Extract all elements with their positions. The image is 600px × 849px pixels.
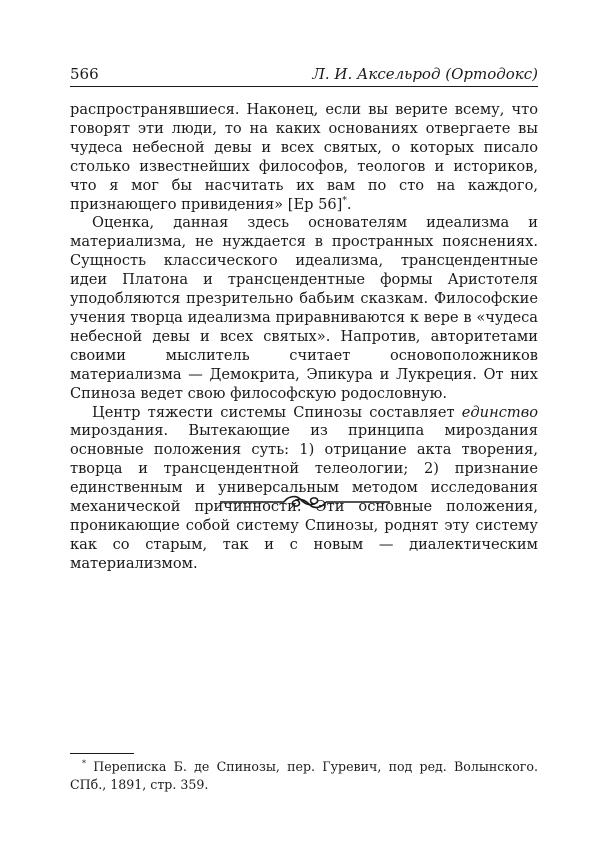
scroll-ornament-icon: [220, 492, 390, 512]
paragraph-3-start: Центр тяжести системы Спинозы составляет: [92, 403, 462, 421]
footnote-mark: *: [82, 758, 86, 768]
paragraph-2: Оценка, данная здесь основателям идеализма и материализма, не нуждается в пространных пояснениях. Сущность классического идеализма, трансцендентные идеи Платона и трансцендентные формы Аристотеля уподобляются презрительно бабьим сказкам. Философские учения творца идеализма приравниваются к вере в «чудеса небесной девы и всех святых». Напротив, авторитетами своими мыслитель считает основоположников материализма — Демокрита, Эпикура и Лукреция. От них Спиноза ведет свою философскую родословную.: [70, 214, 538, 402]
paragraph-1-text: распространявшиеся. Наконец, если вы верите всему, что говорят эти люди, то на каких основаниях отвергаете вы чудеса небесной девы и всех святых, о которых писало столько известнейших философов, теологов и историков, что я мог бы насчитать их вам по сто на каждого, признающего привидения» [Ep 56]: [70, 101, 538, 213]
footnote-reference[interactable]: *: [342, 195, 347, 206]
paragraph-3: [70, 404, 538, 574]
paragraph-1-end: .: [346, 195, 352, 213]
page-number: 566: [70, 65, 99, 83]
footnote-divider: [70, 753, 134, 754]
footnote: [70, 758, 538, 794]
running-title: Л. И. Аксельрод (Ортодокс): [312, 65, 538, 83]
footnote-text-line: [70, 758, 538, 794]
running-header: [70, 64, 538, 87]
emphasis-word: единство: [461, 403, 538, 421]
book-page: [70, 64, 538, 804]
footnote-text: Переписка Б. де Спинозы, пер. Гуревич, под ред. Волынского. СПб., 1891, стр. 359.: [70, 759, 538, 792]
paragraph-quote-end: [70, 101, 538, 214]
paragraph-3-rest: мироздания. Вытекающие из принципа мироздания основные положения суть: 1) отрицание акта творения, творца и трансцендентной телеологии; 2) признание единственным и универсальным методом исследования механической причинности. Эти основные положения, проникающие собой систему Спинозы, роднят эту систему как со старым, так и с новым — диалектическим материализмом.: [70, 422, 538, 572]
